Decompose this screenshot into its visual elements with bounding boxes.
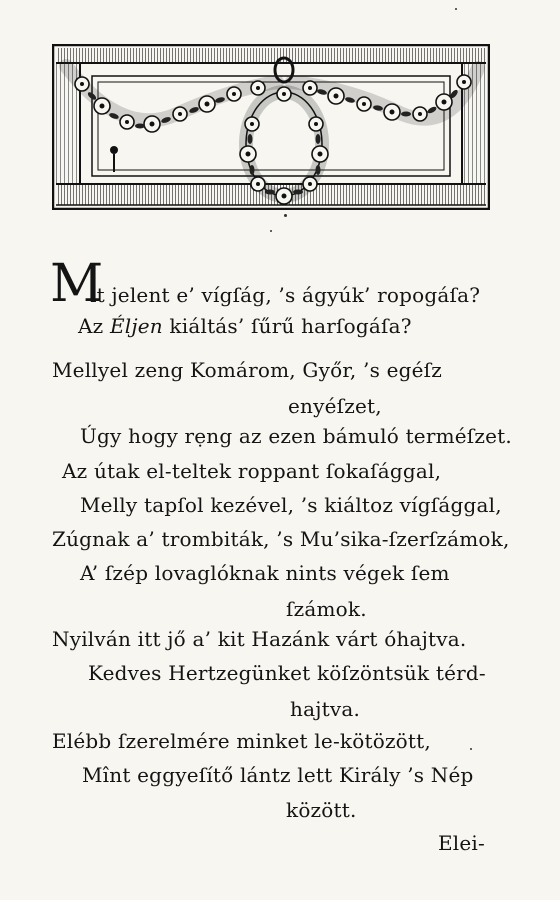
poem-line: it jelent e’ vígſág, ’s ágyúk’ ropogáſa? xyxy=(90,283,481,307)
poem-line-part: Az xyxy=(78,314,110,338)
poem-line: A’ ſzép lovaglóknak nints végek ſem xyxy=(80,561,450,585)
poem-line: ſzámok. xyxy=(286,597,367,621)
poem-line: hajtva. xyxy=(290,697,361,721)
poem-line: Zúgnak a’ trombiták, ’s Mu’sika-ſzerſzámok, xyxy=(52,527,510,551)
poem-line: Melly tapſol kezével, ’s kiáltoz vígſággal, xyxy=(80,493,502,517)
poem-line: Úgy hogy rẹng az ezen bámuló terméſzet. xyxy=(80,424,512,448)
poem-line: Az útak el-teltek roppant ſokaſággal, xyxy=(62,459,442,483)
poem-line xyxy=(78,313,412,339)
poem-line-italic: Éljen xyxy=(109,314,163,338)
poem-line: Nyilván itt jő a’ kit Hazánk várt óhajtva. xyxy=(52,627,467,651)
poem-line: Mellyel zeng Komárom, Győr, ’s egéſz xyxy=(52,358,443,382)
drop-cap: M xyxy=(50,254,104,314)
poem-line: között. xyxy=(286,798,357,822)
poem-line: enyéſzet, xyxy=(288,394,382,418)
poem-line: Elébb ſzerelmére minket le-kötözött, xyxy=(52,729,431,753)
poem-line: Kedves Hertzegünket köſzöntsük térd- xyxy=(88,661,486,685)
poem-line-part: kiáltás’ ſűrű harſogáſa? xyxy=(162,314,412,338)
catchword: Elei- xyxy=(438,831,485,855)
poem-line: Mînt eggyeſítő lántz lett Király ’s Nép xyxy=(82,763,474,787)
